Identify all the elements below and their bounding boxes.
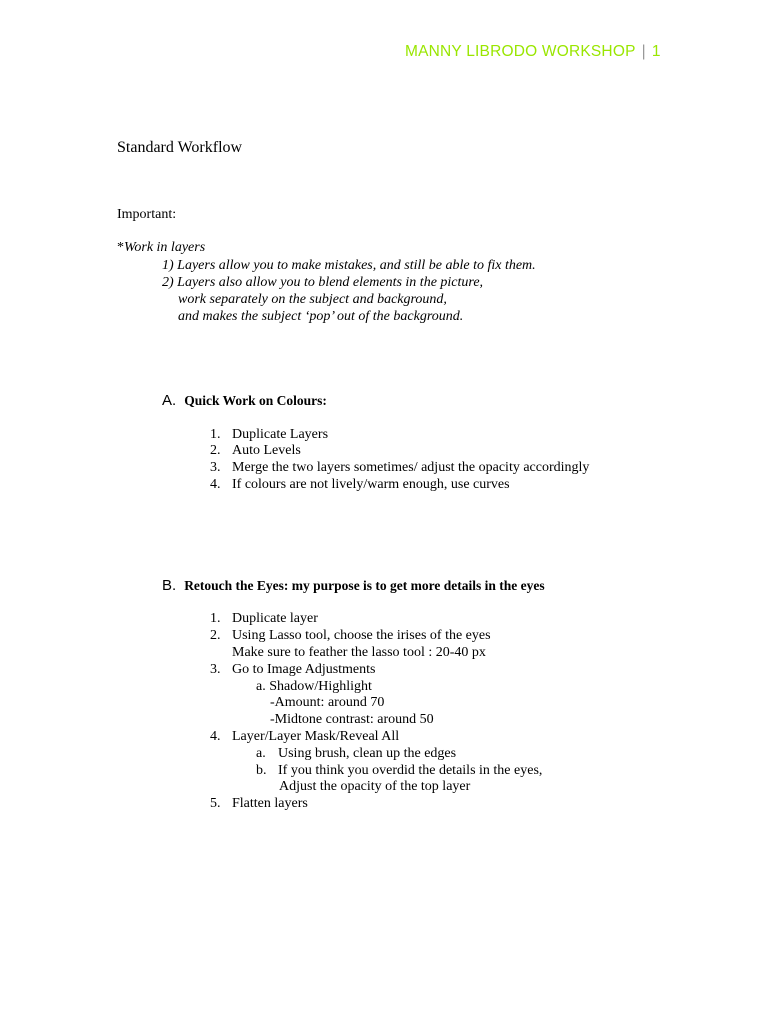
sub-item-continuation: Adjust the opacity of the top layer (279, 779, 471, 794)
important-label: Important: (117, 207, 177, 222)
section-b-heading (162, 577, 545, 595)
intro-line-3: work separately on the subject and background, (178, 292, 447, 307)
intro-line-2: 2) Layers also allow you to blend elements in the picture, (162, 275, 484, 290)
list-item-number: 1. (210, 427, 221, 442)
list-item-text: Auto Levels (232, 443, 301, 458)
sub-item (256, 746, 456, 762)
section-a-title: Quick Work on Colours: (184, 393, 327, 408)
list-item (210, 427, 328, 443)
list-item-text: Merge the two layers sometimes/ adjust the opacity accordingly (232, 460, 590, 475)
list-item-text: Go to Image Adjustments (232, 662, 376, 677)
list-item (210, 443, 301, 459)
list-item (210, 628, 491, 644)
list-item-text: Duplicate Layers (232, 427, 329, 442)
sub-item-letter: a. (256, 746, 266, 761)
document-title: Standard Workflow (117, 139, 243, 156)
list-item (210, 729, 399, 745)
list-item (210, 796, 308, 812)
sub-item (256, 763, 542, 779)
section-a-heading (162, 392, 327, 410)
section-a-letter: A. (162, 392, 177, 409)
sub-item-detail: -Midtone contrast: around 50 (270, 712, 434, 727)
header-separator: | (641, 43, 646, 60)
sub-item: a. Shadow/Highlight (256, 679, 372, 694)
sub-item-letter: b. (256, 763, 267, 778)
list-item (210, 662, 376, 678)
list-item-number: 2. (210, 628, 221, 643)
list-item-number: 5. (210, 796, 221, 811)
page-header (405, 43, 661, 61)
header-title: MANNY LIBRODO WORKSHOP (405, 43, 636, 60)
intro-bullet: * (117, 240, 124, 255)
list-item-text: Layer/Layer Mask/Reveal All (232, 729, 400, 744)
list-item-number: 3. (210, 662, 221, 677)
section-b-title: Retouch the Eyes: my purpose is to get more details in the eyes (184, 578, 545, 593)
list-item-number: 4. (210, 729, 221, 744)
list-item-number: 1. (210, 611, 221, 626)
sub-item-text: If you think you overdid the details in the eyes, (278, 763, 543, 778)
list-item-text: Flatten layers (232, 796, 308, 811)
list-item (210, 477, 510, 493)
page-number: 1 (651, 43, 661, 60)
list-item (210, 611, 318, 627)
list-item-number: 2. (210, 443, 221, 458)
intro-heading-text: Work in layers (124, 240, 206, 255)
intro-heading (117, 240, 205, 256)
list-item-text: Duplicate layer (232, 611, 318, 626)
intro-line-1: 1) Layers allow you to make mistakes, and still be able to fix them. (162, 258, 536, 273)
list-item-number: 3. (210, 460, 221, 475)
sub-item-detail: -Amount: around 70 (270, 695, 385, 710)
list-item-number: 4. (210, 477, 221, 492)
list-item-continuation: Make sure to feather the lasso tool : 20-40 px (232, 645, 486, 660)
list-item-text: If colours are not lively/warm enough, use curves (232, 477, 510, 492)
list-item (210, 460, 589, 476)
sub-item-text: Using brush, clean up the edges (278, 746, 457, 761)
section-b-letter: B. (162, 577, 177, 594)
intro-line-4: and makes the subject ‘pop’ out of the background. (178, 309, 464, 324)
list-item-text: Using Lasso tool, choose the irises of the eyes (232, 628, 491, 643)
